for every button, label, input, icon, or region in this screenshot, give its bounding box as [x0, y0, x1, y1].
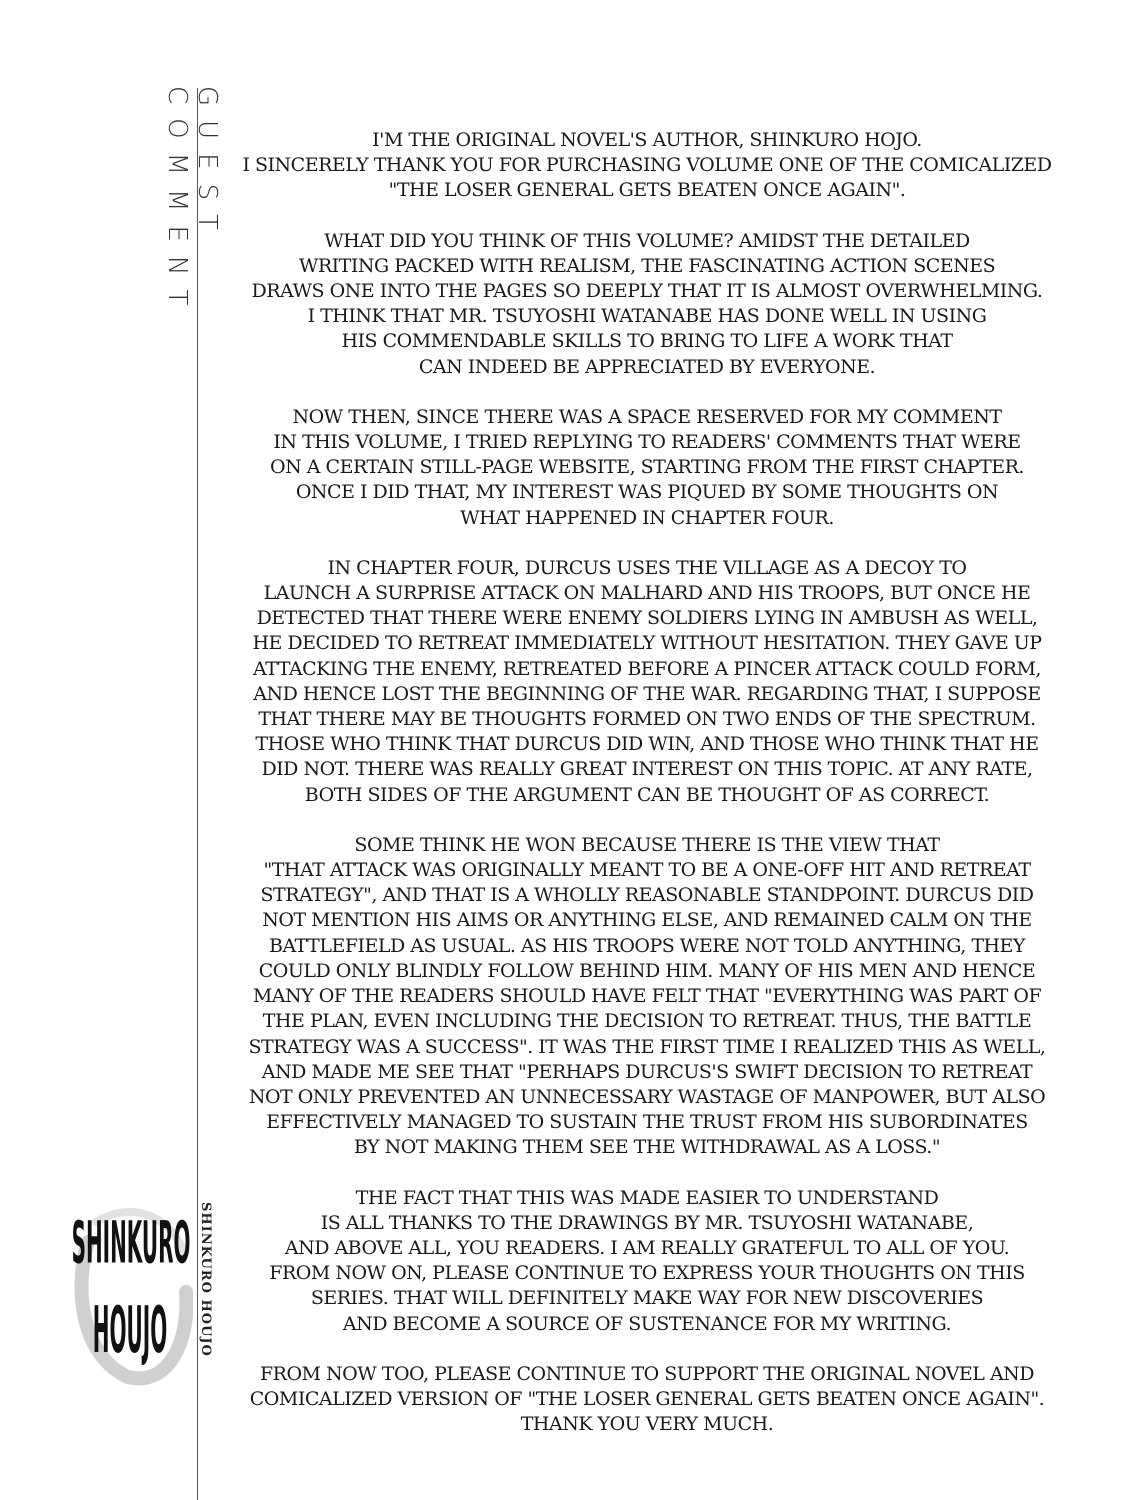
- svg-text:HOUJO: HOUJO: [92, 1293, 168, 1369]
- paragraph-intro: I'M THE ORIGINAL NOVEL'S AUTHOR, SHINKURO HOJO. I SINCERELY THANK YOU FOR PURCHASING VOLUME ONE OF THE COMICALIZED "THE LOSER GENERAL GETS BEATEN ONCE AGAIN".: [242, 129, 1052, 202]
- svg-text:SHINKURO: SHINKURO: [71, 1208, 191, 1277]
- guest-comment-heading: [162, 86, 222, 319]
- heading-word-comment: COMMENT: [162, 86, 192, 320]
- paragraph-closing: FROM NOW TOO, PLEASE CONTINUE TO SUPPORT THE ORIGINAL NOVEL AND COMICALIZED VERSION OF "THE LOSER GENERAL GETS BEATEN ONCE AGAIN". THANK YOU VERY MUCH.: [249, 1362, 1045, 1436]
- paragraph-thanks: THE FACT THAT THIS WAS MADE EASIER TO UNDERSTAND IS ALL THANKS TO THE DRAWINGS BY MR. TSUYOSHI WATANABE, AND ABOVE ALL, YOU READERS. I AM REALLY GRATEFUL TO ALL OF YOU. FROM NOW ON, PLEASE CONTINUE TO EXPRESS YOUR THOUGHTS ON THIS SERIES. THAT WILL DEFINITELY MAKE WAY FOR NEW DISCOVERIES AND BECOME A SOURCE OF SUSTENANCE FOR MY WRITING.: [269, 1186, 1025, 1335]
- signature-caption: SHINKURO HOUJO: [198, 1202, 213, 1357]
- paragraph-chapter-four: IN CHAPTER FOUR, DURCUS USES THE VILLAGE AS A DECOY TO LAUNCH A SURPRISE ATTACK ON MALHARD AND HIS TROOPS, BUT ONCE HE DETECTED THAT THERE WERE ENEMY SOLDIERS LYING IN AMBUSH AS WELL, HE DECIDED TO RETREAT IMMEDIATELY WITHOUT HESITATION. THEY GAVE UP ATTACKING THE ENEMY, RETREATED BEFORE A PINCER ATTACK COULD FORM, AND HENCE LOST THE BEGINNING OF THE WAR. REGARDING THAT, I SUPPOSE THAT THERE MAY BE THOUGHTS FORMED ON TWO ENDS OF THE SPECTRUM. THOSE WHO THINK THAT DURCUS DID WIN, AND THOSE WHO THINK THAT HE DID NOT. THERE WAS REALLY GREAT INTEREST ON THIS TOPIC. AT ANY RATE, BOTH SIDES OF THE ARGUMENT CAN BE THOUGHT OF AS CORRECT.: [252, 556, 1042, 806]
- paragraph-view-of-win: SOME THINK HE WON BECAUSE THERE IS THE VIEW THAT "THAT ATTACK WAS ORIGINALLY MEANT TO BE A ONE-OFF HIT AND RETREAT STRATEGY", AND THAT IS A WHOLLY REASONABLE STANDPOINT. DURCUS DID NOT MENTION HIS AIMS OR ANYTHING ELSE, AND REMAINED CALM ON THE BATTLEFIELD AS USUAL. AS HIS TROOPS WERE NOT TOLD ANYTHING, THEY COULD ONLY BLINDLY FOLLOW BEHIND HIM. MANY OF HIS MEN AND HENCE MANY OF THE READERS SHOULD HAVE FELT THAT "EVERYTHING WAS PART OF THE PLAN, EVEN INCLUDING THE DECISION TO RETREAT. THUS, THE BATTLE STRATEGY WAS A SUCCESS". IT WAS THE FIRST TIME I REALIZED THIS AS WELL, AND MADE ME SEE THAT "PERHAPS DURCUS'S SWIFT DECISION TO RETREAT NOT ONLY PREVENTED AN UNNECESSARY WASTAGE OF MANPOWER, BUT ALSO EFFECTIVELY MANAGED TO SUSTAIN THE TRUST FROM HIS SUBORDINATES BY NOT MAKING THEM SEE THE WITHDRAWAL AS A LOSS.": [248, 833, 1046, 1159]
- paragraph-volume-thoughts: WHAT DID YOU THINK OF THIS VOLUME? AMIDST THE DETAILED WRITING PACKED WITH REALISM, THE FASCINATING ACTION SCENES DRAWS ONE INTO THE PAGES SO DEEPLY THAT IT IS ALMOST OVERWHELMING. I THINK THAT MR. TSUYOSHI WATANABE HAS DONE WELL IN USING HIS COMMENDABLE SKILLS TO BRING TO LIFE A WORK THAT CAN INDEED BE APPRECIATED BY EVERYONE.: [251, 229, 1043, 378]
- heading-word-guest: GUEST: [192, 86, 222, 244]
- author-signature-logo: [68, 1182, 193, 1387]
- comment-body: [242, 128, 1052, 1437]
- paragraph-reader-comments: NOW THEN, SINCE THERE WAS A SPACE RESERVED FOR MY COMMENT IN THIS VOLUME, I TRIED REPLYING TO READERS' COMMENTS THAT WERE ON A CERTAIN STILL-PAGE WEBSITE, STARTING FROM THE FIRST CHAPTER. ONCE I DID THAT, MY INTEREST WAS PIQUED BY SOME THOUGHTS ON WHAT HAPPENED IN CHAPTER FOUR.: [270, 405, 1024, 529]
